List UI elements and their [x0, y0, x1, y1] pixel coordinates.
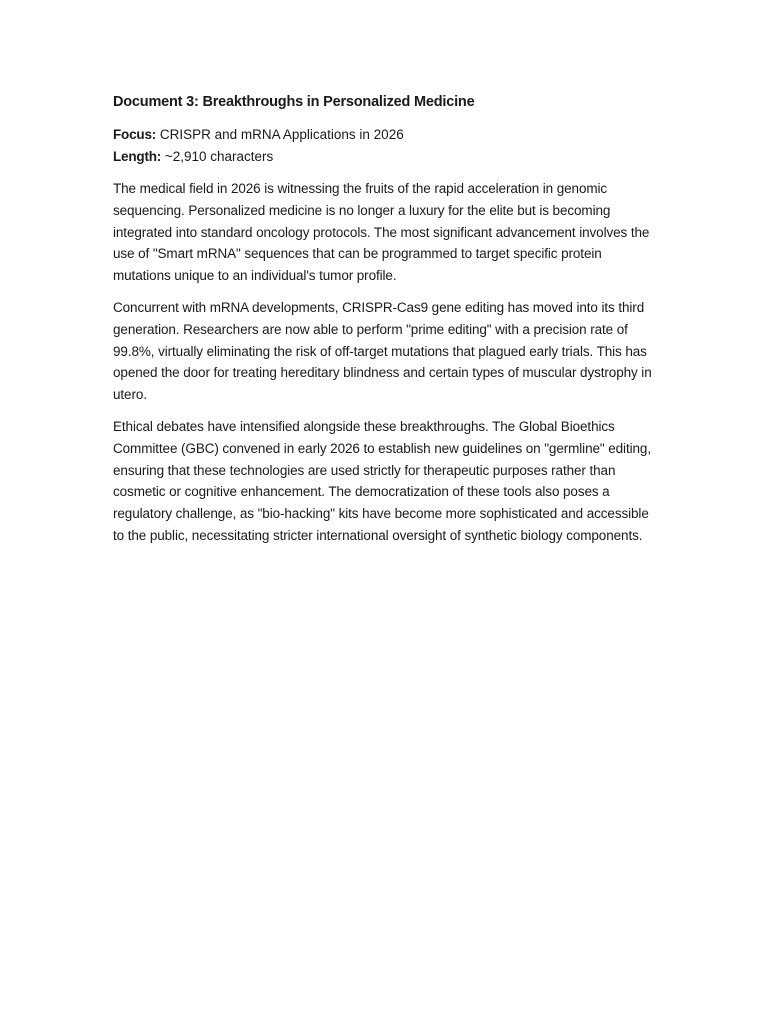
focus-value: CRISPR and mRNA Applications in 2026	[159, 127, 404, 142]
body-paragraph-2: Concurrent with mRNA developments, CRISPR-Cas9 gene editing has moved into its third generation. Researchers are now able to perform "prime editing" with a precision rate of 99.8%, virtually eliminating the risk of off-target mutations that plagued early trials. This has opened the door for treating hereditary blindness and certain types of muscular dystrophy in utero.	[113, 299, 652, 403]
focus-line	[113, 124, 661, 146]
length-value: ~2,910 characters	[164, 149, 274, 164]
length-line	[113, 146, 661, 168]
document-page	[113, 92, 661, 557]
document-title: Document 3: Breakthroughs in Personalized Medicine	[113, 94, 475, 110]
body-paragraph-1: The medical field in 2026 is witnessing the fruits of the rapid acceleration in genomic sequencing. Personalized medicine is no longer a luxury for the elite but is becoming integrated into standard oncology protocols. The most significant advancement involves the use of "Smart mRNA" sequences that can be programmed to target specific protein mutations unique to an individual's tumor profile.	[113, 181, 650, 284]
focus-label: Focus:	[113, 127, 157, 142]
body-paragraph-3: Ethical debates have intensified alongside these breakthroughs. The Global Bioethics Committee (GBC) convened in early 2026 to establish new guidelines on "germline" editing, ensuring that these technologies are used strictly for therapeutic purposes rather than cosmetic or cognitive enhancement. The democratization of these tools also poses a regulatory challenge, as "bio-hacking" kits have become more sophisticated and accessible to the public, necessitating stricter international oversight of synthetic biology components.	[113, 418, 651, 543]
document-meta	[113, 124, 661, 168]
length-label: Length:	[113, 149, 162, 164]
